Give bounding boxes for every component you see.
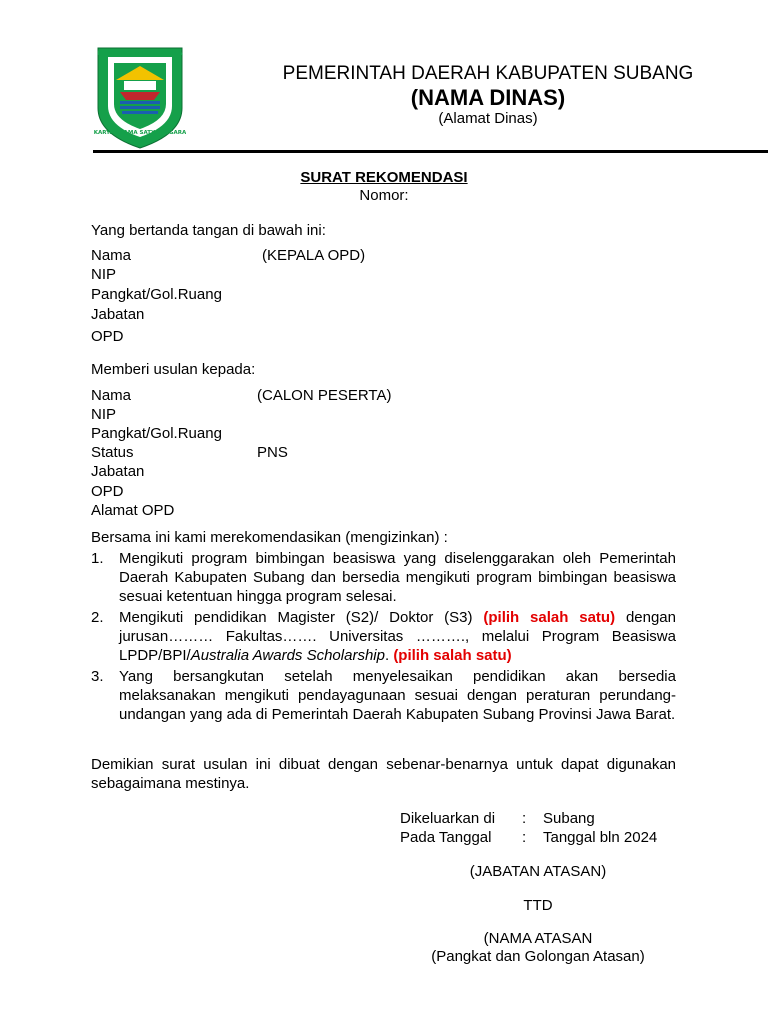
issued-place-label: Dikeluarkan di bbox=[400, 810, 496, 827]
candidate-nip-label: NIP bbox=[91, 406, 117, 423]
letter-title: SURAT REKOMENDASI bbox=[300, 169, 468, 186]
issued-date-colon: : bbox=[522, 829, 527, 846]
candidate-name-value: (CALON PESERTA) bbox=[257, 387, 392, 404]
signer-name: (NAMA ATASAN bbox=[483, 930, 593, 947]
letter-number: Nomor: bbox=[359, 187, 409, 204]
signer-position-label: Jabatan bbox=[91, 306, 145, 323]
candidate-name-label: Nama bbox=[91, 387, 132, 404]
choose-one-note: (pilih salah satu) bbox=[483, 609, 616, 626]
item-1-number: 1. bbox=[91, 550, 104, 567]
office-address: (Alamat Dinas) bbox=[438, 110, 538, 127]
item-2-text bbox=[119, 608, 676, 665]
subang-regency-logo bbox=[94, 42, 186, 150]
signer-intro: Yang bertanda tangan di bawah ini: bbox=[91, 222, 326, 239]
candidate-opd-label: OPD bbox=[91, 483, 124, 500]
letterhead-rule bbox=[93, 150, 768, 153]
government-name: PEMERINTAH DAERAH KABUPATEN SUBANG bbox=[282, 63, 694, 84]
item-2-text-a: Mengikuti pendidikan Magister (S2)/ Doktor (S3) bbox=[119, 609, 484, 626]
issued-date-label: Pada Tanggal bbox=[400, 829, 492, 846]
item-3-text: Yang bersangkutan setelah menyelesaikan pendidikan akan bersedia melaksanakan mengikuti pendayagunaan sesuai dengan peraturan perundang-undangan yang ada di Pemerintah Daerah Kabupaten Subang Provinsi Jawa Barat. bbox=[119, 668, 676, 723]
signer-nip-label: NIP bbox=[91, 266, 117, 283]
signer-opd-label: OPD bbox=[91, 328, 124, 345]
item-2-number: 2. bbox=[91, 609, 104, 626]
signer-name-value: (KEPALA OPD) bbox=[262, 247, 366, 264]
item-2-text-c: dengan jurusan……… Fakultas……. Universitas ………., melalui Program Beasiswa LPDP/BPI/ bbox=[119, 609, 676, 664]
candidate-status-label: Status bbox=[91, 444, 134, 461]
item-1-text: Mengikuti program bimbingan beasiswa yang diselenggarakan oleh Pemerintah Daerah Kabupaten Subang dan bersedia mengikuti program bimbingan beasiswa sesuai ketentuan hingga program selesai. bbox=[119, 550, 676, 605]
signer-rank: (Pangkat dan Golongan Atasan) bbox=[431, 948, 645, 965]
signer-position-title: (JABATAN ATASAN) bbox=[469, 863, 607, 880]
issued-place-colon: : bbox=[522, 810, 527, 827]
candidate-position-label: Jabatan bbox=[91, 463, 145, 480]
issued-place-value: Subang bbox=[543, 810, 595, 827]
candidate-opd-address-label: Alamat OPD bbox=[91, 502, 175, 519]
item-3-number: 3. bbox=[91, 668, 104, 685]
candidate-intro: Memberi usulan kepada: bbox=[91, 361, 256, 378]
candidate-status-value: PNS bbox=[257, 444, 288, 461]
item-2-text-e: . bbox=[384, 647, 394, 664]
office-name: (NAMA DINAS) bbox=[410, 85, 566, 110]
logo-top-text: BENTENG ★ PANCASILA bbox=[97, 49, 183, 57]
recommend-intro: Bersama ini kami merekomendasikan (mengizinkan) : bbox=[91, 529, 448, 546]
choose-one-note-2: (pilih salah satu) bbox=[393, 647, 512, 664]
logo-bottom-text: KARYA UTAMA SATYA NEGARA bbox=[94, 130, 186, 136]
signer-name-label: Nama bbox=[91, 247, 132, 264]
closing-paragraph: Demikian surat usulan ini dibuat dengan sebenar-benarnya untuk dapat digunakan sebagaimana mestinya. bbox=[91, 756, 676, 792]
issued-date-value: Tanggal bln 2024 bbox=[543, 829, 658, 846]
signer-rank-label: Pangkat/Gol.Ruang bbox=[91, 286, 222, 303]
candidate-rank-label: Pangkat/Gol.Ruang bbox=[91, 425, 222, 442]
item-2-scholarship-name: Australia Awards Scholarship bbox=[190, 647, 385, 664]
signature-placeholder: TTD bbox=[523, 897, 553, 914]
